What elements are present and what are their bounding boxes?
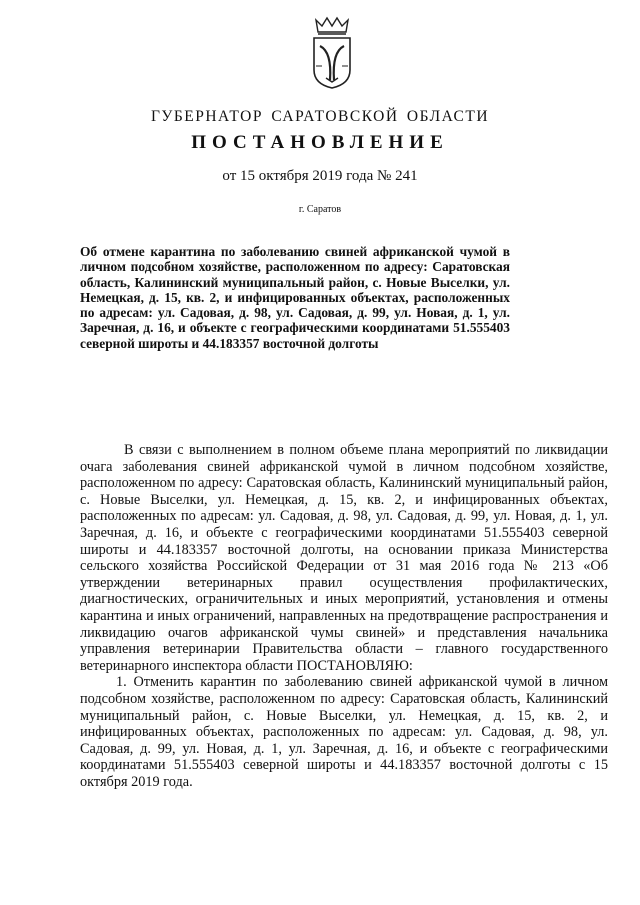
document-city: г. Саратов	[298, 204, 342, 215]
issuing-authority: ГУБЕРНАТОР САРАТОВСКОЙ ОБЛАСТИ	[150, 108, 490, 125]
document-subject: Об отмене карантина по заболеванию свиней африканской чумой в личном подсобном хозяйстве, расположенном по адресу: Саратовская область, Калининский муниципальный район, с. Новые Выселки, ул. Немецкая, д. 15, кв. 2, и инфицированных объектах, расположенных по адресам: ул. Садовая, д. 98, ул. Садовая, д. 99, ул. Новая, д. 1, ул. Заречная, д. 16, и объекте с географическими координатами 51.555403 северной широты и 44.183357 восточной долготы	[80, 244, 510, 351]
document-date-number: от 15 октября 2019 года № 241	[222, 168, 418, 184]
document-body	[80, 442, 608, 790]
resolution-item-1: 1. Отменить карантин по заболеванию свиней африканской чумой в личном подсобном хозяйстве, расположенном по адресу: Саратовская область, Калининский муниципальный район, с. Новые Выселки, ул. Немецкая, д. 15, кв. 2, и инфицированных объектах, расположенных по адресам: ул. Садовая, д. 98, ул. Садовая, д. 99, ул. Новая, д. 1, ул. Заречная, д. 16, и объекте с географическими координатами 51.555403 северной широты и 44.183357 восточной долготы с 15 октября 2019 года.	[80, 674, 608, 790]
preamble-paragraph: В связи с выполнением в полном объеме плана мероприятий по ликвидации очага заболевания свиней африканской чумой в личном подсобном хозяйстве, расположенном по адресу: Саратовская область, Калининский муниципальный район, с. Новые Выселки, ул. Немецкая, д. 15, кв. 2, и инфицированных объектах, расположенных по адресам: ул. Садовая, д. 98, ул. Садовая, д. 99, ул. Новая, д. 1, ул. Заречная, д. 16, и объекте с географическими координатами 51.555403 северной широты и 44.183357 восточной долготы, на основании приказа Министерства сельского хозяйства Российской Федерации от 31 мая 2016 года № 213 «Об утверждении ветеринарных правил осуществления профилактических, диагностических, ограничительных и иных мероприятий, установления и отмены карантина и иных ограничений, направленных на предотвращение распространения и ликвидацию очагов африканской чумы свиней» и представления начальника управления ветеринарии Правительства области – главного государственного ветеринарного инспектора области ПОСТАНОВЛЯЮ:	[80, 442, 608, 674]
saratov-coat-of-arms-icon	[310, 16, 354, 90]
document-type: ПОСТАНОВЛЕНИЕ	[191, 132, 449, 153]
